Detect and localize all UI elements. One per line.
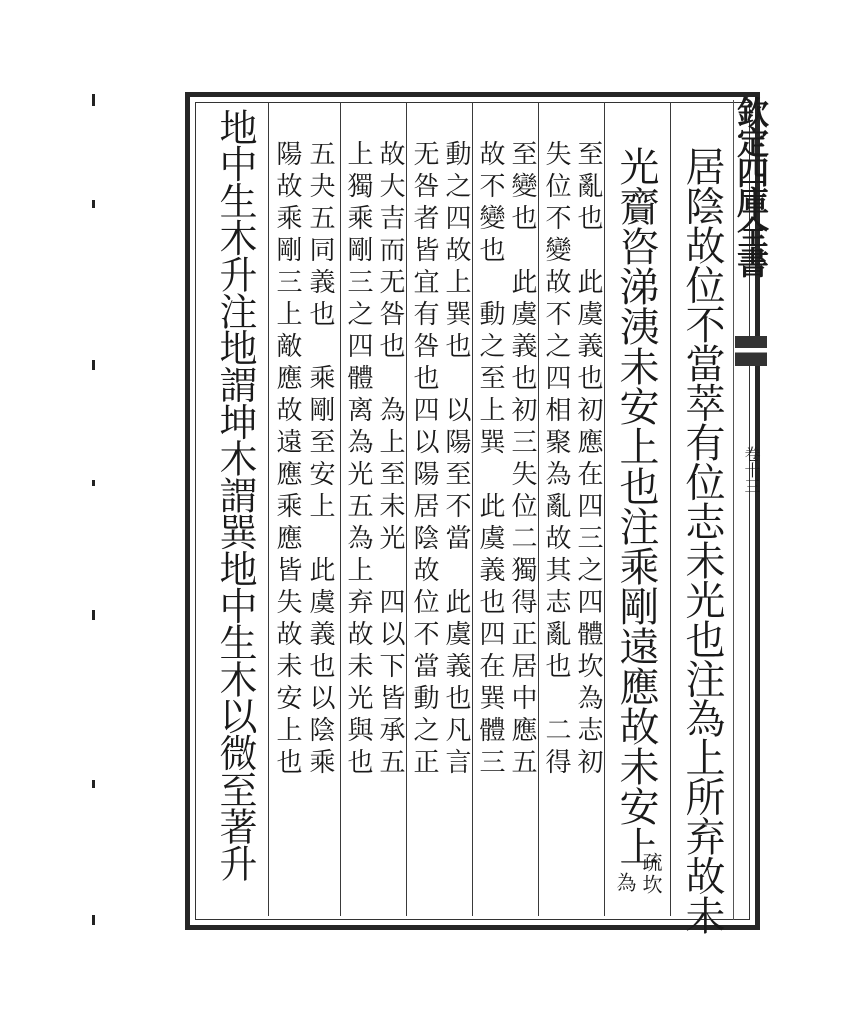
text-column-3-note-left: 失位不變故不之四相聚為亂故其志亂也 二得 bbox=[541, 140, 571, 780]
column-divider bbox=[538, 102, 539, 916]
edge-mark bbox=[92, 610, 95, 620]
book-title-banner bbox=[733, 96, 769, 316]
fish-tail-ornament bbox=[735, 336, 767, 366]
edge-mark bbox=[92, 480, 95, 486]
edge-mark bbox=[92, 200, 95, 208]
text-column-2-note-left: 為 bbox=[613, 872, 637, 898]
column-divider bbox=[268, 102, 269, 916]
text-column-6-note-left: 上獨乘剛三之四體离為光五為上弃故未光與也 bbox=[343, 140, 373, 780]
column-divider bbox=[472, 102, 473, 916]
column-divider bbox=[604, 102, 605, 916]
text-column-5-note-right: 動之四故上巽也 以陽至不當 此虞義也凡言 bbox=[441, 140, 471, 780]
text-column-4-note-left: 故不變也 動之至上巽 此虞義也四在巽體三 bbox=[475, 140, 505, 780]
text-column-6-note-right: 故大吉而无咎也 為上至未光 四以下皆承五 bbox=[375, 140, 405, 780]
text-column-8: 地中生木升注地謂坤木謂巽地中生木以微至著升 bbox=[213, 108, 257, 881]
text-column-2: 光齎咨涕洟未安上也注乘剛遠應故未安上 bbox=[613, 146, 659, 866]
book-title: 欽定四庫全書 bbox=[732, 96, 770, 276]
text-column-7-note-left: 陽故乘剛三上敵應故遠應乘應皆失故未安上也 bbox=[272, 140, 302, 780]
volume-label: 卷十三 bbox=[742, 446, 761, 494]
text-column-2-note-right: 疏坎 bbox=[639, 852, 663, 896]
column-divider bbox=[340, 102, 341, 916]
edge-mark bbox=[92, 94, 95, 106]
text-column-5-note-left: 无咎者皆宜有咎也四以陽居陰故位不當動之正 bbox=[409, 140, 439, 780]
column-divider bbox=[406, 102, 407, 916]
edge-mark bbox=[92, 780, 95, 788]
edge-mark bbox=[92, 915, 95, 925]
text-column-1: 居陰故位不當萃有位志未光也注為上所弃故未 bbox=[679, 146, 725, 935]
text-column-3-note-right: 至亂也 此虞義也初應在四三之四體坎為志初 bbox=[573, 140, 603, 780]
text-column-4-note-right: 至變也 此虞義也初三失位二獨得正居中應五 bbox=[507, 140, 537, 780]
text-column-7-note-right: 五夬五同義也 乘剛至安上 此虞義也以陰乘 bbox=[305, 140, 335, 780]
edge-mark bbox=[92, 360, 95, 370]
column-divider bbox=[670, 102, 671, 916]
